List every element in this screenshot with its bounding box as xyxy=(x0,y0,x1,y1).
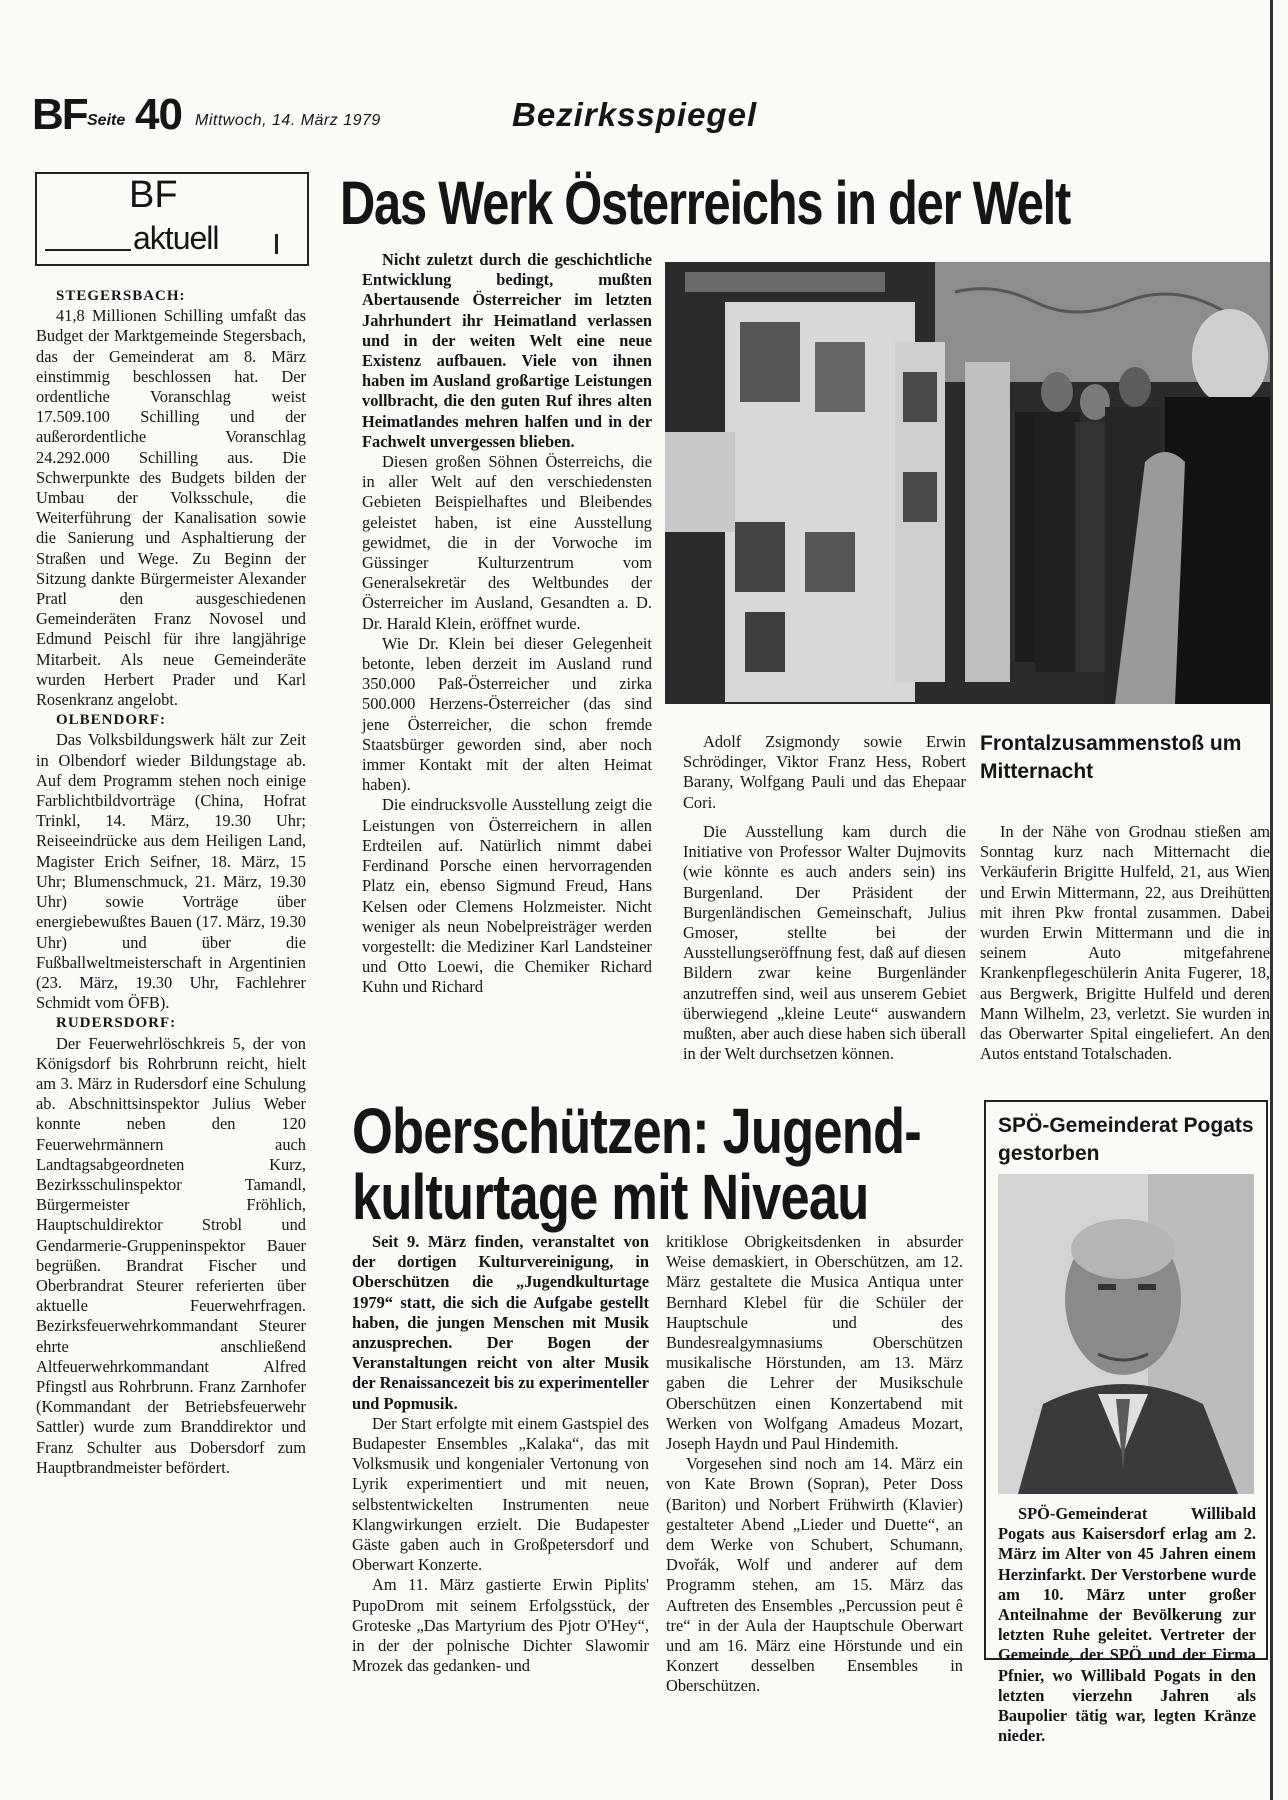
aktuell-text: 41,8 Millionen Schilling umfaßt das Budget der Marktgemeinde Stegersbach, das der Gemeinderat am 8. März einstimmig beschlossen hat. Der ordentliche Voranschlag weist 17.509.100 Schilling und der außerordentliche Voranschlag 24.292.000 Schilling aus. Die Schwerpunkte des Budgets bilden der Umbau der Volksschule, die Weiterführung der Kanalisation sowie die Sanierung und Asphaltierung der Straßen und Wege. Zu Beginn der Sitzung dankte Bürgermeister Alexander Pratl den ausgeschiedenen Gemeinderäten Franz Novosel und Edmund Peischl für ihre langjährige Mitarbeit. Als neue Gemeinderäte wurden Herbert Prader und Karl Rosenkranz angelobt. xyxy=(36,306,306,710)
portrait-photo xyxy=(998,1174,1254,1494)
page-edge-rule xyxy=(1270,0,1273,1800)
aktuell-place: STEGERSBACH: xyxy=(56,288,186,304)
obituary-text: SPÖ-Gemeinderat Willibald Pogats aus Kaisersdorf erlag am 2. März im Alter von 45 Jahren einem Herzinfarkt. Der Verstorbene wurde am 10. März unter großer Anteilnahme der Bevölkerung zur letzten Ruhe geleitet. Vertreter der Gemeinde, der SPÖ und der Firma Pfnier, wo Willibald Pogats in den letzten vierzehn Jahren als Baupolier tätig war, legten Kränze nieder. xyxy=(998,1504,1256,1746)
article1-column xyxy=(362,250,652,998)
article2-column xyxy=(352,1232,649,1676)
issue-date: Mittwoch, 14. März 1979 xyxy=(195,112,381,129)
article1-column xyxy=(683,822,966,1064)
aktuell-place: RUDERSDORF: xyxy=(56,1015,177,1032)
article2-headline-line: kulturtage mit Niveau xyxy=(352,1161,869,1233)
header-seite-label: Seite xyxy=(87,112,126,129)
article1-paragraph: Die Ausstellung kam durch die Initiative von Professor Walter Dujmovits (wie könnte es auch anders sein) ins Burgenland. Der Präsident der Burgenländischen Gemeinschaft, Julius Gmoser, stellte bei der Ausstellungseröffnung fest, daß auf diesen Bildern zwar keine Burgenländer anzutreffen sind, weil aus unserem Gebiet überwiegend „kleine Leute“ auswandern mußten, aber auch diese haben sich überall in der Welt durchsetzen können. xyxy=(683,822,966,1064)
aktuell-logo-box xyxy=(35,172,309,266)
aktuell-column xyxy=(36,286,306,1478)
exhibition-photo xyxy=(665,262,1270,704)
article2-column xyxy=(666,1232,963,1697)
article1-intro: Nicht zuletzt durch die geschichtliche Entwicklung bedingt, mußten Abertausende Österreicher im letzten Jahrhundert ihr Heimatland verlassen und in der weiten Welt eine neue Existenz aufbauen. Viele von ihnen haben im Ausland großartige Leistungen vollbracht, die den guten Ruf ihres alten Heimatlandes mehren halfen und in der Fachwelt unvergessen blieben. xyxy=(362,250,652,451)
accident-headline: Frontalzusammenstoß um Mitternacht xyxy=(980,732,1242,783)
aktuell-place: OLBENDORF: xyxy=(56,712,167,729)
aktuell-bar xyxy=(275,234,278,254)
aktuell-text: Das Volksbildungswerk hält zur Zeit in Olbendorf wieder Bildungstage ab. Auf dem Programm stehen noch einige Farblichtbildvorträge (China, Hofrat Trinkl, 14. März, 19.30 Uhr; Reiseeindrücke aus dem Heiligen Land, Magister Erich Seifner, 18. März, 15 Uhr; Blumenschmuck, 21. März, 19.30 Uhr) sowie Vorträge über energiebewußtes Bauen (17. März, 19.30 Uhr) und über die Fußballweltmeisterschaft in Argentinien (23. März, 19.30 Uhr, Fachlehrer Schmidt vom ÖFB). xyxy=(36,730,306,1013)
article2-paragraph: Der Start erfolgte mit einem Gastspiel des Budapester Ensembles „Kalaka“, das mit Volksmusik und kongenialer Vertonung von Lyrik experimentiert und mit neuen, selbstentwickelten Instrumenten neue Klangwirkungen erzielt. Die Budapester Gäste gaben auch in Großpetersdorf und Oberwart Konzerte. xyxy=(352,1413,649,1575)
article2-headline xyxy=(352,1095,921,1233)
obituary-box xyxy=(984,1100,1268,1746)
article1-paragraph: Wie Dr. Klein bei dieser Gelegenheit betonte, leben derzeit im Ausland rund 350.000 Paß-Österreicher und zirka 500.000 Herzens-Österreicher (das sind jene Österreicher, die schon fremde Staatsbürger geworden sind, aber noch immer Kontakt mit der alten Heimat haben). xyxy=(362,633,652,795)
aktuell-logo: BF xyxy=(129,174,178,216)
accident-article xyxy=(980,822,1270,1064)
article2-headline-line: Oberschützen: Jugend- xyxy=(352,1095,921,1167)
article1-column xyxy=(683,732,966,813)
article1-paragraph: Adolf Zsigmondy sowie Erwin Schrödinger, Viktor Franz Hess, Robert Barany, Wolfgang Pauli und das Ehepaar Cori. xyxy=(683,732,966,812)
page-header xyxy=(32,90,1262,146)
aktuell-text: Der Feuerwehrlöschkreis 5, der von Königsdorf bis Rohrbrunn reicht, hielt am 3. März in Rudersdorf eine Schulung ab. Abschnittsinspektor Julius Weber konnte neben den 120 Feuerwehrmännern auch Landtagsabgeordneten Kurz, Bezirksschulinspektor Tamandl, Bürgermeister Fröhlich, Hauptschuldirektor Strobl und Gendarmerie-Gruppeninspektor Bauer begrüßen. Brandrat Fischer und Oberbrandrat Steurer referierten über aktuelle Feuerwehrfragen. Bezirksfeuerwehrkommandant Steurer ehrte anschließend Altfeuerwehrkommandant Alfred Pfingstl aus Rohrbrunn. Franz Zarnhofer (Kommandant der Betriebsfeuerwehr Sattler) wurde zum Branddirektor und Franz Schulter aus Dobersdorf zum Hauptbrandmeister befördert. xyxy=(36,1033,306,1477)
page-number: 40 xyxy=(135,90,182,139)
obituary-article xyxy=(998,1504,1256,1746)
article2-paragraph: kritiklose Obrigkeitsdenken in absurder Weise demaskiert, in Oberschützen, am 12. März gestaltete die Musica Antiqua unter Bernhard Klebel für die Schüler der Hauptschule und des Bundesrealgymnasiums Oberschützen musikalische Hörstunden, am 13. März gaben die Lehrer der Musikschule Oberschützen einen Konzertabend mit Werken von Wolfgang Amadeus Mozart, Joseph Haydn und Paul Hindemith. xyxy=(666,1232,963,1454)
article1-headline: Das Werk Österreichs in der Welt xyxy=(340,169,1071,237)
accident-text: In der Nähe von Grodnau stießen am Sonntag kurz nach Mitternacht die Verkäuferin Brigitte Hulfeld, 21, aus Wien und Erwin Mittermann, 22, aus Dreihütten mit ihren Pkw frontal zusammen. Dabei wurden Erwin Mittermann und die in seinem Auto mitgefahrene Krankenpflegeschülerin Anita Fugerer, 18, aus Bergwerk, Brigitte Hulfeld und deren Mann Wilhelm, 23, verletzt. Sie wurden in das Oberwarter Spital eingeliefert. An den Autos entstand Totalschaden. xyxy=(980,822,1270,1064)
article1-paragraph: Diesen großen Söhnen Österreichs, die in aller Welt auf den verschiedensten Gebieten Beispielhaftes und Bleibendes geleistet haben, ist eine Ausstellung gewidmet, die in der Vorwoche im Güssinger Kulturzentrum vom Generalsekretär des Weltbundes der Österreicher im Ausland, Gesandten a. D. Dr. Harald Klein, eröffnet wurde. xyxy=(362,452,652,633)
article2-paragraph: Vorgesehen sind noch am 14. März ein von Kate Brown (Sopran), Peter Doss (Bariton) und Norbert Frühwirth (Klavier) gestalteter Abend „Lieder und Duette“, an dem Werke von Schubert, Schumann, Dvořák, Wolf und anderer auf dem Programm stehen, am 15. März das Auftreten des Ensembles „Percussion peut ê tre“ in der Aula der Hauptschule Oberwart und am 16. März eine Hörstunde und ein Konzert desselben Ensembles in Oberschützen. xyxy=(666,1454,963,1696)
aktuell-underline xyxy=(45,249,131,251)
aktuell-word: aktuell xyxy=(133,220,219,256)
article2-intro: Seit 9. März finden, veranstaltet von der dortigen Kulturvereinigung, in Oberschützen die „Jugendkulturtage 1979“ statt, die sich die Aufgabe gestellt haben, die jungen Menschen mit Musik anzusprechen. Der Bogen der Veranstaltungen reicht von alter Musik der Renaissancezeit bis zu experimenteller und Popmusik. xyxy=(352,1232,649,1413)
article2-paragraph: Am 11. März gastierte Erwin Piplits' PupoDrom mit seinem Erfolgsstück, der Groteske „Das Martyrium des Pjotr O'Hey“, in der der polnische Dichter Slawomir Mrozek das gedanken- und xyxy=(352,1575,649,1676)
article1-paragraph: Die eindrucksvolle Ausstellung zeigt die Leistungen von Österreichern in allen Erdteilen auf. Natürlich nimmt dabei Ferdinand Porsche einen hervorragenden Platz ein, ebenso Sigmund Freud, Hans Kelsen oder Clemens Holzmeister. Nicht weniger als neun Nobelpreisträger werden vorgestellt: die Mediziner Karl Landsteiner und Otto Loewi, die Chemiker Richard Kuhn und Richard xyxy=(362,795,652,997)
header-logo: BF xyxy=(32,90,87,139)
section-title: Bezirksspiegel xyxy=(512,96,758,133)
obituary-headline: SPÖ-Gemeinderat Pogats gestorben xyxy=(998,1114,1254,1165)
